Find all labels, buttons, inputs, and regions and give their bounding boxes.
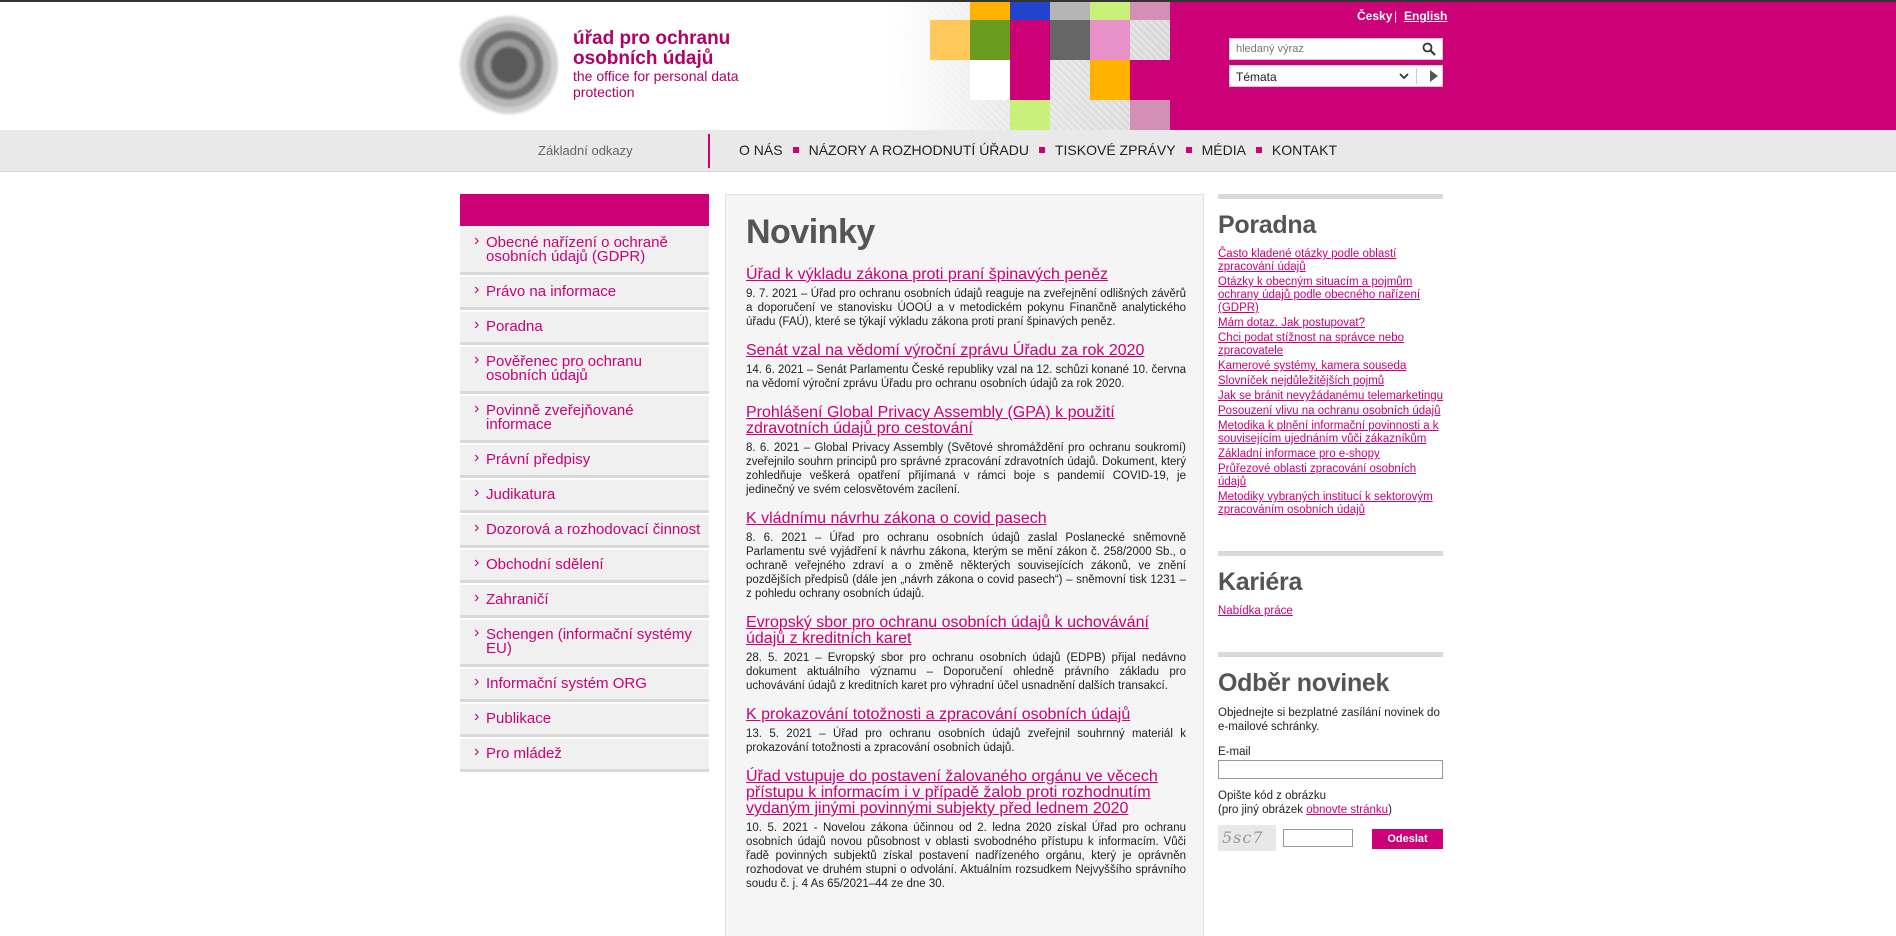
advice-link[interactable]: Mám dotaz. Jak postupovat?	[1218, 317, 1366, 329]
lang-czech-link[interactable]: Česky	[1357, 9, 1393, 23]
career-section	[1218, 551, 1443, 618]
mosaic-tile	[1010, 20, 1050, 60]
captcha-instructions	[1218, 789, 1443, 817]
news-item	[746, 769, 1186, 891]
nav-item-opinions[interactable]: NÁZORY A ROZHODNUTÍ ÚŘADU	[808, 142, 1029, 158]
advice-link[interactable]: Základní informace pro e-shopy	[1218, 448, 1380, 460]
newsletter-title: Odběr novinek	[1218, 669, 1390, 697]
news-summary: 28. 5. 2021 – Evropský sbor pro ochranu osobních údajů (EDPB) přijal nedávno dokument aktuálního významu – Doporučení ohledně právního základu pro uchovávání údajů z kreditních karet pro výhradní účel usnadnění dalších transakcí.	[746, 652, 1186, 692]
office-seal-logo[interactable]	[460, 16, 558, 114]
mosaic-tile	[1130, 60, 1170, 100]
sidebar-item-publications[interactable]: › Publikace	[460, 704, 709, 737]
advice-link[interactable]: Kamerové systémy, kamera souseda	[1218, 360, 1407, 372]
advice-link[interactable]: Průřezové oblasti zpracování osobních údajů	[1218, 463, 1417, 488]
basic-links-label[interactable]: Základní odkazy	[538, 143, 633, 158]
email-field[interactable]	[1218, 760, 1443, 779]
topics-select[interactable]	[1229, 65, 1443, 87]
news-summary: 10. 5. 2021 - Novelou zákona účinnou od 2. ledna 2020 získal Úřad pro ochranu osobních údajů novou působnost v oblasti svobodného přístupu k informacím. Vůči řadě povinných subjektů získal postavení nadřízeného orgánu, který je oprávněn rozhodovat ve druhém stupni o odvolání. Aktuálním rozsudkem Nejvyššího správního soudu č. j. 4 As 65/2021–44 ze dne 30.	[746, 822, 1186, 890]
lang-english-link[interactable]: English	[1404, 9, 1448, 23]
nav-divider	[708, 134, 710, 168]
news-summary: 8. 6. 2021 – Úřad pro ochranu osobních údajů zaslal Poslanecké sněmovně Parlamentu své vyjádření k návrhu zákona, kterým se mění zákon č. 258/2000 Sb., o ochraně veřejného zdraví a o změně některých souvisejících zákonů, ve znění pozdějších předpisů (dále jen „návrh zákona o covid pasech“) – sněmovní tisk 1231 – z pohledu ochrany osobních údajů.	[746, 532, 1186, 600]
captcha-input[interactable]	[1283, 829, 1353, 847]
captcha-prefix: (pro jiný obrázek	[1218, 804, 1307, 816]
captcha-suffix: )	[1388, 804, 1392, 816]
news-title-link[interactable]: Úřad vstupuje do postavení žalovaného orgánu ve věcech přístupu k informacím i v případě žalob proti rozhodnutím vydaným jinými povinnými subjekty před lednem 2020	[746, 768, 1158, 817]
news-panel	[725, 194, 1204, 936]
sidebar-item-gdpr[interactable]: › Obecné nařízení o ochraně osobních údajů (GDPR)	[460, 228, 709, 275]
news-title-link[interactable]: Úřad k výkladu zákona proti praní špinavých peněz	[746, 266, 1108, 283]
news-summary: 13. 5. 2021 – Úřad pro ochranu osobních údajů zveřejnil souhrnný materiál k prokazování totožnosti a zpracování osobních údajů.	[746, 728, 1186, 754]
news-summary: 9. 7. 2021 – Úřad pro ochranu osobních údajů reaguje na zveřejnění odlišných závěrů a doporučení ve stanovisku ÚOOÚ a v metodickém pokynu Finančně analytického úřadu (FAÚ), které se týkají výkladu zákona proti praní špinavých peněz.	[746, 288, 1186, 328]
sidebar-item-schengen[interactable]: › Schengen (informační systémy EU)	[460, 620, 709, 667]
mosaic-tile	[930, 20, 970, 60]
news-summary: 14. 6. 2021 – Senát Parlamentu České republiky vzal na 12. schůzi konané 10. června na vědomí výroční zprávu Úřadu pro ochranu osobních údajů za rok 2020.	[746, 364, 1186, 390]
sidebar-item-dpo[interactable]: › Pověřenec pro ochranu osobních údajů	[460, 347, 709, 394]
news-item	[746, 707, 1186, 755]
mosaic-tile	[850, 2, 890, 20]
search-icon[interactable]	[1422, 42, 1436, 56]
go-arrow-icon[interactable]	[1430, 70, 1438, 82]
job-offers-link[interactable]: Nabídka práce	[1218, 605, 1293, 617]
chevron-down-icon	[1398, 69, 1410, 83]
nav-items	[739, 142, 1337, 158]
mosaic-tile	[1090, 60, 1130, 100]
nav-item-contact[interactable]: KONTAKT	[1271, 142, 1337, 158]
advice-link[interactable]: Posouzení vlivu na ochranu osobních údajů	[1218, 405, 1441, 417]
news-summary: 8. 6. 2021 – Global Privacy Assembly (Světové shromáždění pro ochranu soukromí) zveřejnilo souhrn principů pro správné zpracování zdravotních údajů. Dokument, který zohledňuje veškerá opatření přijímaná v rámci boje s pandemií COVID-19, je jedinečný ve svém celosvětovém zacílení.	[746, 442, 1186, 496]
news-item	[746, 405, 1186, 497]
nav-item-about[interactable]: O NÁS	[739, 142, 783, 158]
newsletter-description: Objednejte si bezplatné zasílání novinek do e-mailové schránky.	[1218, 707, 1440, 733]
sidebar-header-bar	[460, 194, 709, 226]
captcha-row	[1218, 825, 1443, 853]
advice-link[interactable]: Slovníček nejdůležitějších pojmů	[1218, 375, 1385, 387]
captcha-image: 5sc7	[1218, 825, 1276, 851]
career-title: Kariéra	[1218, 568, 1303, 596]
news-list	[746, 267, 1186, 905]
nav-separator	[1256, 147, 1262, 153]
mosaic-tile	[1170, 100, 1210, 130]
advice-link[interactable]: Otázky k obecným situacím a pojmům ochrany údajů podle obecného nařízení (GDPR)	[1218, 276, 1421, 314]
lang-separator: |	[1394, 9, 1398, 23]
news-item	[746, 511, 1186, 601]
search-box	[1229, 38, 1443, 60]
advice-link[interactable]: Metodika k plnění informační povinnosti a k souvisejícím ujednáním vůči zákazníkům	[1218, 420, 1439, 445]
mosaic-tile	[970, 20, 1010, 60]
search-input[interactable]	[1230, 39, 1410, 59]
nav-item-press[interactable]: TISKOVÉ ZPRÁVY	[1054, 142, 1176, 158]
advice-link[interactable]: Chci podat stížnost na správce nebo zpracovatele	[1218, 332, 1405, 357]
main-navigation	[0, 130, 1896, 172]
sidebar-item-commercial[interactable]: › Obchodní sdělení	[460, 550, 709, 583]
news-title-link[interactable]: Prohlášení Global Privacy Assembly (GPA) k použití zdravotních údajů pro cestování	[746, 404, 1115, 437]
page-title: Novinky	[746, 213, 875, 251]
nav-separator	[793, 147, 799, 153]
sidebar-item-international[interactable]: › Zahraničí	[460, 585, 709, 618]
captcha-line: Opište kód z obrázku	[1218, 790, 1327, 802]
mosaic-tile	[970, 2, 1010, 20]
news-title-link[interactable]: K prokazování totožnosti a zpracování osobních údajů	[746, 706, 1131, 723]
mosaic-tile	[1050, 20, 1090, 60]
mosaic-tile	[1090, 2, 1130, 20]
advice-title: Poradna	[1218, 211, 1316, 239]
sidebar-item-case-law[interactable]: › Judikatura	[460, 480, 709, 513]
advice-link[interactable]: Často kladené otázky podle oblastí zpracování údajů	[1218, 248, 1397, 273]
left-sidebar	[460, 194, 709, 772]
nav-separator	[1039, 147, 1045, 153]
sidebar-item-supervision[interactable]: › Dozorová a rozhodovací činnost	[460, 515, 709, 548]
advice-section	[1218, 194, 1443, 517]
mosaic-tile	[1130, 2, 1170, 20]
news-item	[746, 615, 1186, 693]
sidebar-item-org-system[interactable]: › Informační systém ORG	[460, 669, 709, 702]
sidebar-item-advice[interactable]: › Poradna	[460, 312, 709, 345]
topics-select-label: Témata	[1236, 70, 1277, 84]
news-item	[746, 267, 1186, 329]
newsletter-section	[1218, 652, 1443, 853]
news-title-link[interactable]: Evropský sbor pro ochranu osobních údajů k uchovávání údajů z kreditních karet	[746, 614, 1149, 647]
mosaic-tile	[1090, 20, 1130, 60]
news-item	[746, 343, 1186, 391]
submit-button[interactable]: Odeslat	[1372, 829, 1443, 849]
sidebar-item-right-to-information[interactable]: › Právo na informace	[460, 277, 709, 310]
sidebar-item-youth[interactable]: › Pro mládež	[460, 739, 709, 772]
news-title-link[interactable]: Senát vzal na vědomí výroční zprávu Úřadu za rok 2020	[746, 342, 1145, 359]
topics-divider	[1416, 68, 1417, 84]
site-header	[0, 2, 1896, 130]
mosaic-tile	[970, 60, 1010, 100]
advice-link[interactable]: Jak se bránit nevyžádanému telemarketingu	[1218, 390, 1444, 402]
mosaic-tile	[1010, 2, 1050, 20]
nav-item-media[interactable]: MÉDIA	[1201, 142, 1246, 158]
email-label: E-mail	[1218, 746, 1251, 758]
mosaic-tile	[1050, 2, 1090, 20]
mosaic-tile	[1010, 60, 1050, 100]
mosaic-tile	[1130, 100, 1170, 130]
sidebar-item-legislation[interactable]: › Právní předpisy	[460, 445, 709, 478]
mosaic-tile	[1010, 100, 1050, 130]
news-title-link[interactable]: K vládnímu návrhu zákona o covid pasech	[746, 510, 1047, 527]
advice-link[interactable]: Metodiky vybraných institucí k sektorovým zpracováním osobních údajů	[1218, 491, 1433, 516]
sidebar-item-mandatory-info[interactable]: › Povinně zveřejňované informace	[460, 396, 709, 443]
refresh-page-link[interactable]: obnovte stránku	[1306, 804, 1389, 816]
logo-text-english[interactable]: the office for personal data protection	[573, 68, 739, 100]
logo-text-czech[interactable]: úřad pro ochranu osobních údajů	[573, 28, 731, 69]
nav-separator	[1186, 147, 1192, 153]
right-column	[1218, 194, 1443, 887]
